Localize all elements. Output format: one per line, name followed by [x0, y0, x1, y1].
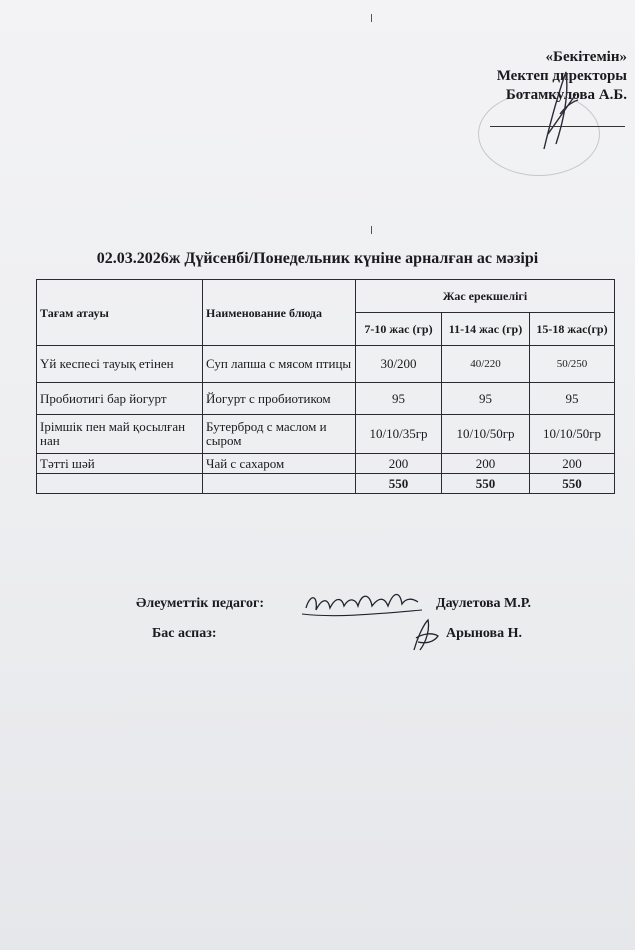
header-dish-ru: Наименование блюда	[203, 280, 356, 346]
table-row	[37, 454, 615, 474]
approval-line-3: Ботамкулова А.Б.	[505, 87, 627, 103]
head-cook-signature	[408, 616, 442, 656]
dish-ru: Суп лапша с мясом птицы	[203, 346, 356, 383]
table-header-row	[37, 280, 615, 313]
portion-15-18: 50/250	[530, 346, 615, 383]
portion-15-18: 10/10/50гр	[530, 415, 615, 454]
portion-15-18: 200	[530, 454, 615, 474]
portion-7-10: 95	[356, 383, 442, 415]
paper-mark	[371, 226, 372, 234]
portion-11-14: 40/220	[442, 346, 530, 383]
approval-line-2: Мектеп директоры	[496, 68, 627, 84]
dish-kz: Ірімшік пен май қосылған нан	[37, 415, 203, 454]
head-cook-name: Арынова Н.	[446, 626, 522, 641]
menu-title: 02.03.2026ж Дүйсенбі/Понедельник күніне арналған ас мәзірі	[96, 250, 539, 267]
menu-table	[36, 279, 615, 494]
portion-11-14: 10/10/50гр	[442, 415, 530, 454]
total-7-10: 550	[356, 474, 442, 494]
totals-row	[37, 474, 615, 494]
dish-kz: Пробиотигі бар йогурт	[37, 383, 203, 415]
portion-7-10: 200	[356, 454, 442, 474]
social-pedagogue-label: Әлеуметтік педагог:	[136, 596, 265, 611]
portion-15-18: 95	[530, 383, 615, 415]
age-group-15-18: 15-18 жас(гр)	[530, 313, 615, 346]
dish-kz: Тәтті шәй	[37, 454, 203, 474]
total-15-18: 550	[530, 474, 615, 494]
portion-11-14: 200	[442, 454, 530, 474]
portion-7-10: 10/10/35гр	[356, 415, 442, 454]
header-dish-kz: Тағам атауы	[37, 280, 203, 346]
portion-7-10: 30/200	[356, 346, 442, 383]
dish-ru: Йогурт с пробиотиком	[203, 383, 356, 415]
director-signature	[536, 64, 586, 154]
approval-block	[427, 48, 627, 105]
table-row	[37, 415, 615, 454]
approval-line-1: «Бекітемін»	[545, 49, 627, 65]
header-age: Жас ерекшелігі	[356, 280, 615, 313]
social-pedagogue-name: Даулетова М.Р.	[436, 596, 532, 611]
dish-ru: Чай с сахаром	[203, 454, 356, 474]
table-row	[37, 346, 615, 383]
dish-ru: Бутерброд с маслом и сыром	[203, 415, 356, 454]
table-row	[37, 383, 615, 415]
age-group-7-10: 7-10 жас (гр)	[356, 313, 442, 346]
approval-signature-line	[490, 126, 625, 127]
total-11-14: 550	[442, 474, 530, 494]
dish-kz: Үй кеспесі тауық етінен	[37, 346, 203, 383]
totals-empty-cell	[37, 474, 203, 494]
paper-mark	[371, 14, 372, 22]
portion-11-14: 95	[442, 383, 530, 415]
totals-empty-cell	[203, 474, 356, 494]
head-cook-label: Бас аспаз:	[152, 626, 217, 641]
age-group-11-14: 11-14 жас (гр)	[442, 313, 530, 346]
